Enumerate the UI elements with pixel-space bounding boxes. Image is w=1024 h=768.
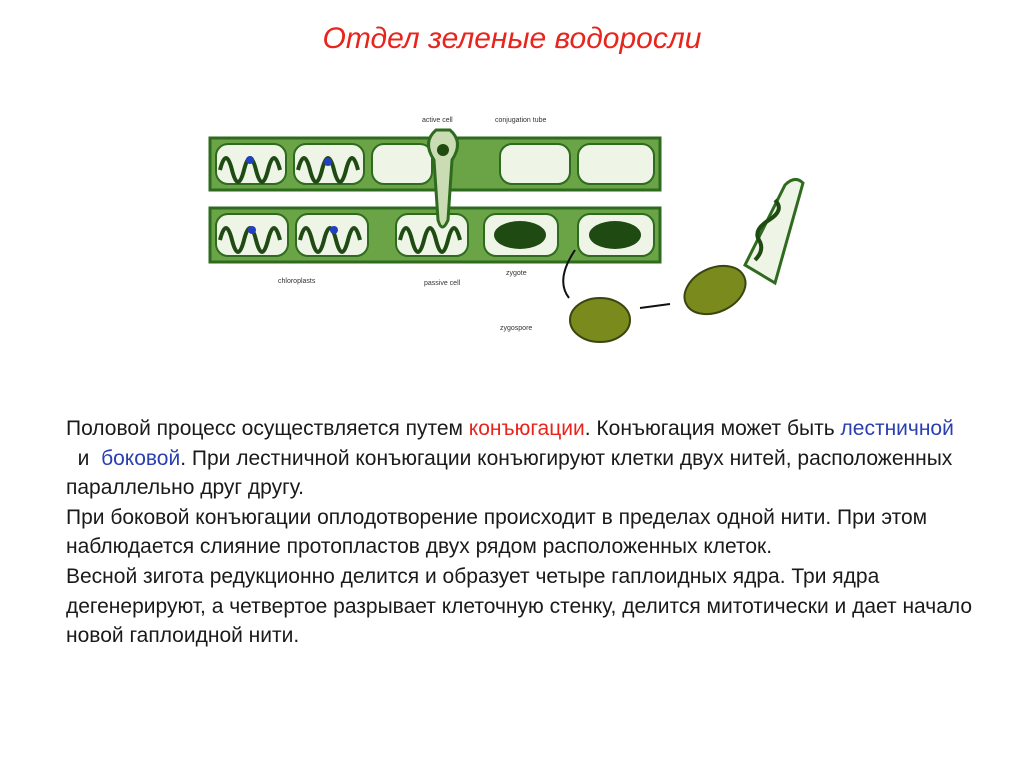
label-zygote: zygote xyxy=(506,270,527,277)
term-conjugation: конъюгации xyxy=(468,417,585,440)
label-passive-cell: passive cell xyxy=(424,280,461,287)
label-zygospore: zygospore xyxy=(500,325,533,332)
body-text xyxy=(66,414,986,651)
germinating-zygospore xyxy=(677,179,803,323)
page-title: Отдел зеленые водоросли xyxy=(322,22,702,55)
zygospore xyxy=(570,298,630,342)
paragraph-spring: Весной зигота редукционно делится и образует четыре гаплоидных ядра. Три ядра дегенерируют, а четвертое разрывает клеточную стенку, делится митотически и дает начало новой гаплоидной нити. xyxy=(66,564,973,648)
label-active-cell: active cell xyxy=(422,117,453,124)
algae-conjugation-diagram xyxy=(200,100,820,350)
paragraph-lateral: При боковой конъюгации оплодотворение происходит в пределах одной нити. При этом наблюдается слияние протопластов двух рядом расположенных клеток. xyxy=(66,505,928,559)
paragraph-conjugation: Половой процесс осуществляется путем конъюгации. Конъюгация может быть лестничной и боковой. При лестничной конъюгации конъюгируют клетки двух нитей, расположенных параллельно друг другу. xyxy=(66,417,954,500)
label-conjugation-tube: conjugation tube xyxy=(495,117,547,124)
term-lateral: боковой xyxy=(101,446,181,470)
term-ladder: лестничной xyxy=(840,417,954,440)
label-chloroplasts: chloroplasts xyxy=(278,278,316,285)
